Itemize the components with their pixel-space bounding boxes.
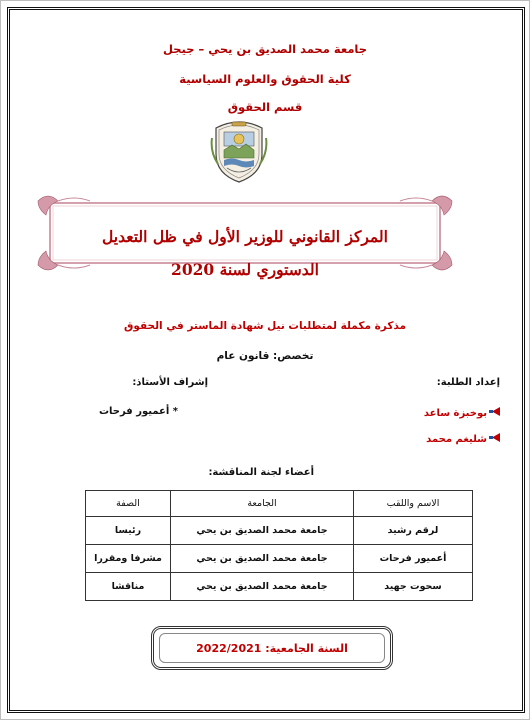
- academic-year: السنة الجامعية: 2022/2021: [159, 633, 385, 663]
- students-label: إعداد الطلبة:: [436, 377, 500, 388]
- bullet-arrow-icon: [489, 432, 500, 443]
- jury-member-name: سحوت جهيد: [354, 573, 473, 601]
- jury-member-role: مناقشا: [86, 573, 171, 601]
- student-name: بوخبزة ساعد: [423, 408, 487, 419]
- jury-member-university: جامعة محمد الصديق بن يحي: [171, 545, 354, 573]
- thesis-title-line2: الدستوري لسنة 2020: [171, 260, 319, 279]
- jury-member-university: جامعة محمد الصديق بن يحي: [171, 573, 354, 601]
- column-header-role: الصفة: [86, 491, 171, 517]
- jury-member-role: مشرفا ومقررا: [86, 545, 171, 573]
- university-name: جامعة محمد الصديق بن يحي – جيجل: [162, 42, 368, 56]
- column-header-name: الاسم واللقب: [354, 491, 473, 517]
- supervisor-name: * أعميور فرحات: [98, 406, 178, 417]
- table-row: [86, 517, 473, 545]
- table-row: [86, 545, 473, 573]
- student-2: [426, 432, 500, 445]
- column-header-university: الجامعة: [171, 491, 354, 517]
- specialty: تخصص: قانون عام: [216, 350, 314, 362]
- student-name: شليغم محمد: [426, 434, 487, 445]
- jury-member-name: أعميور فرحات: [354, 545, 473, 573]
- jury-label: أعضاء لجنة المناقشة:: [208, 467, 314, 478]
- thesis-title-line1: المركز القانوني للوزير الأول في ظل التعديل: [102, 227, 388, 246]
- department-name: قسم الحقوق: [227, 100, 303, 114]
- faculty-name: كلية الحقوق والعلوم السياسية: [179, 72, 351, 86]
- university-crest-icon: [210, 118, 268, 184]
- table-header-row: [86, 491, 473, 517]
- thesis-note: مذكرة مكملة لمتطلبات نيل شهادة الماستر في الحقوق: [123, 320, 407, 332]
- table-row: [86, 573, 473, 601]
- bullet-arrow-icon: [489, 406, 500, 417]
- jury-member-role: رئيسا: [86, 517, 171, 545]
- jury-table: [85, 490, 473, 601]
- jury-member-university: جامعة محمد الصديق بن يحي: [171, 517, 354, 545]
- jury-member-name: لرقم رشيد: [354, 517, 473, 545]
- student-1: [424, 406, 500, 419]
- supervisor-label: إشراف الأستاذ:: [132, 377, 208, 388]
- academic-year-box: [151, 626, 393, 670]
